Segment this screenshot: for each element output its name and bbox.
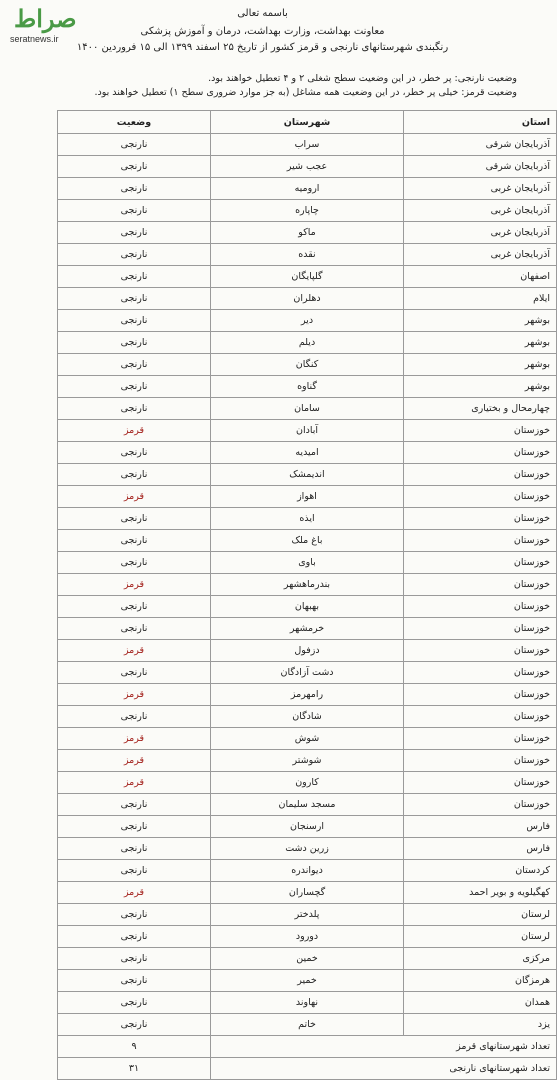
cell-county: باغ ملک	[211, 530, 404, 552]
cell-province: خوزستان	[404, 552, 557, 574]
table-row	[58, 904, 557, 926]
cell-status: نارنجی	[58, 904, 211, 926]
cell-county: گچساران	[211, 882, 404, 904]
doc-title: باسمه تعالی	[237, 8, 288, 19]
table-row	[58, 794, 557, 816]
table-row	[58, 310, 557, 332]
cell-province: بوشهر	[404, 310, 557, 332]
cell-county: کنگان	[211, 354, 404, 376]
table-row	[58, 860, 557, 882]
note-orange: وضعیت نارنجی: پر خطر، در این وضعیت سطح شغلی ۲ و ۴ تعطیل خواهند بود.	[208, 73, 517, 84]
cell-province: مرکزی	[404, 948, 557, 970]
footer-label: تعداد شهرستانهای قرمز	[211, 1036, 557, 1058]
cell-province: اصفهان	[404, 266, 557, 288]
cell-status: نارنجی	[58, 178, 211, 200]
table-row	[58, 618, 557, 640]
table-row	[58, 662, 557, 684]
table-row	[58, 970, 557, 992]
cell-county: کارون	[211, 772, 404, 794]
table-body	[58, 134, 557, 1036]
cell-status: قرمز	[58, 420, 211, 442]
cell-county: بهبهان	[211, 596, 404, 618]
cell-county: اهواز	[211, 486, 404, 508]
table-row	[58, 926, 557, 948]
table-row	[58, 178, 557, 200]
cell-county: شوشتر	[211, 750, 404, 772]
table-row	[58, 882, 557, 904]
logo-site: seratnews.ir	[10, 34, 59, 44]
logo-brand: صراط	[14, 4, 77, 33]
cell-status: قرمز	[58, 728, 211, 750]
cell-status: قرمز	[58, 684, 211, 706]
cell-province: فارس	[404, 816, 557, 838]
cell-province: خوزستان	[404, 486, 557, 508]
cell-status: نارنجی	[58, 552, 211, 574]
cell-province: خوزستان	[404, 508, 557, 530]
cell-status: نارنجی	[58, 992, 211, 1014]
table-row	[58, 728, 557, 750]
cell-status: نارنجی	[58, 794, 211, 816]
cell-county: نقده	[211, 244, 404, 266]
cell-county: رامهرمز	[211, 684, 404, 706]
cell-province: بوشهر	[404, 332, 557, 354]
cell-county: نهاوند	[211, 992, 404, 1014]
cell-status: قرمز	[58, 882, 211, 904]
table-row	[58, 376, 557, 398]
cell-province: خوزستان	[404, 662, 557, 684]
header-status: وضعیت	[58, 111, 211, 134]
cell-county: دورود	[211, 926, 404, 948]
table-row	[58, 508, 557, 530]
table-row	[58, 684, 557, 706]
table-row	[58, 442, 557, 464]
cell-status: نارنجی	[58, 530, 211, 552]
table-row	[58, 552, 557, 574]
notes	[40, 72, 517, 100]
cell-province: کهگیلویه و بویر احمد	[404, 882, 557, 904]
cell-province: آذربایجان شرقی	[404, 134, 557, 156]
footer-value: ۳۱	[58, 1058, 211, 1080]
cell-province: خوزستان	[404, 530, 557, 552]
cell-county: پلدختر	[211, 904, 404, 926]
cell-province: آذربایجان غربی	[404, 244, 557, 266]
cell-status: نارنجی	[58, 244, 211, 266]
cell-county: سراب	[211, 134, 404, 156]
footer-row	[58, 1058, 557, 1080]
cell-status: نارنجی	[58, 134, 211, 156]
cell-province: خوزستان	[404, 772, 557, 794]
cell-status: نارنجی	[58, 926, 211, 948]
cell-status: نارنجی	[58, 222, 211, 244]
cell-county: بندرماهشهر	[211, 574, 404, 596]
table-row	[58, 288, 557, 310]
cell-county: سامان	[211, 398, 404, 420]
cell-county: زرین دشت	[211, 838, 404, 860]
cell-status: قرمز	[58, 486, 211, 508]
cell-province: خوزستان	[404, 420, 557, 442]
cell-province: خوزستان	[404, 750, 557, 772]
cell-county: آبادان	[211, 420, 404, 442]
cell-province: آذربایجان غربی	[404, 178, 557, 200]
table-row	[58, 486, 557, 508]
cell-province: لرستان	[404, 904, 557, 926]
table-row	[58, 772, 557, 794]
cell-province: آذربایجان غربی	[404, 200, 557, 222]
cell-province: بوشهر	[404, 354, 557, 376]
cell-county: خمیر	[211, 970, 404, 992]
cell-status: نارنجی	[58, 1014, 211, 1036]
cell-province: ایلام	[404, 288, 557, 310]
cell-county: ماکو	[211, 222, 404, 244]
cell-status: نارنجی	[58, 948, 211, 970]
cell-province: خوزستان	[404, 574, 557, 596]
cell-status: نارنجی	[58, 706, 211, 728]
cell-province: چهارمحال و بختیاری	[404, 398, 557, 420]
table-footer	[58, 1036, 557, 1080]
cell-province: کردستان	[404, 860, 557, 882]
table-row	[58, 244, 557, 266]
cell-province: هرمزگان	[404, 970, 557, 992]
table-row	[58, 134, 557, 156]
table-row	[58, 750, 557, 772]
cell-status: نارنجی	[58, 376, 211, 398]
cell-province: خوزستان	[404, 442, 557, 464]
cell-status: قرمز	[58, 574, 211, 596]
cell-province: آذربایجان غربی	[404, 222, 557, 244]
cell-county: ارومیه	[211, 178, 404, 200]
table-row	[58, 420, 557, 442]
cell-province: خوزستان	[404, 464, 557, 486]
cell-status: نارنجی	[58, 508, 211, 530]
cell-county: چاپاره	[211, 200, 404, 222]
cell-province: آذربایجان شرقی	[404, 156, 557, 178]
table-row	[58, 706, 557, 728]
table-row	[58, 640, 557, 662]
doc-subtitle: معاونت بهداشت، وزارت بهداشت، درمان و آموزش پزشکی	[140, 26, 385, 37]
cell-status: نارنجی	[58, 310, 211, 332]
header-province: استان	[404, 111, 557, 134]
table-header-row	[58, 111, 557, 134]
cell-county: امیدیه	[211, 442, 404, 464]
cell-province: خوزستان	[404, 706, 557, 728]
table-row	[58, 530, 557, 552]
cell-county: شوش	[211, 728, 404, 750]
cell-status: نارنجی	[58, 266, 211, 288]
note-red: وضعیت قرمز: خیلی پر خطر، در این وضعیت همه مشاغل (به جز موارد ضروری سطح ۱) تعطیل خواهند بود.	[94, 87, 517, 98]
cell-province: خوزستان	[404, 596, 557, 618]
table-row	[58, 596, 557, 618]
cell-county: ارسنجان	[211, 816, 404, 838]
cell-province: خوزستان	[404, 794, 557, 816]
cell-province: فارس	[404, 838, 557, 860]
table-row	[58, 464, 557, 486]
cell-county: خمین	[211, 948, 404, 970]
cell-province: خوزستان	[404, 618, 557, 640]
header-county: شهرستان	[211, 111, 404, 134]
cell-county: دهلران	[211, 288, 404, 310]
cell-status: قرمز	[58, 640, 211, 662]
cell-county: مسجد سلیمان	[211, 794, 404, 816]
table-row	[58, 156, 557, 178]
cell-status: نارنجی	[58, 354, 211, 376]
cell-status: نارنجی	[58, 156, 211, 178]
table-row	[58, 222, 557, 244]
cell-status: نارنجی	[58, 618, 211, 640]
cell-province: خوزستان	[404, 728, 557, 750]
cell-county: شادگان	[211, 706, 404, 728]
cell-status: نارنجی	[58, 970, 211, 992]
doc-description: رنگبندی شهرستانهای نارنجی و قرمز کشور از تاریخ ۲۵ اسفند ۱۳۹۹ الی ۱۵ فروردین ۱۴۰۰	[76, 42, 449, 53]
cell-status: نارنجی	[58, 288, 211, 310]
cell-province: لرستان	[404, 926, 557, 948]
cell-province: یزد	[404, 1014, 557, 1036]
cell-status: نارنجی	[58, 860, 211, 882]
table-row	[58, 354, 557, 376]
cell-status: نارنجی	[58, 816, 211, 838]
cell-county: دیواندره	[211, 860, 404, 882]
cell-county: اندیمشک	[211, 464, 404, 486]
cell-county: دیر	[211, 310, 404, 332]
table-row	[58, 948, 557, 970]
cell-status: قرمز	[58, 772, 211, 794]
table-row	[58, 816, 557, 838]
cell-status: نارنجی	[58, 838, 211, 860]
footer-row	[58, 1036, 557, 1058]
cell-county: ایذه	[211, 508, 404, 530]
cell-county: دیلم	[211, 332, 404, 354]
cell-status: نارنجی	[58, 442, 211, 464]
cell-status: نارنجی	[58, 662, 211, 684]
footer-label: تعداد شهرستانهای نارنجی	[211, 1058, 557, 1080]
cell-province: خوزستان	[404, 684, 557, 706]
table-row	[58, 266, 557, 288]
table-row	[58, 1014, 557, 1036]
table-row	[58, 200, 557, 222]
footer-value: ۹	[58, 1036, 211, 1058]
cell-county: خاتم	[211, 1014, 404, 1036]
cell-province: خوزستان	[404, 640, 557, 662]
table-row	[58, 332, 557, 354]
table-row	[58, 398, 557, 420]
cell-county: خرمشهر	[211, 618, 404, 640]
cell-status: نارنجی	[58, 398, 211, 420]
cell-county: دشت آزادگان	[211, 662, 404, 684]
cell-status: نارنجی	[58, 464, 211, 486]
cell-county: دزفول	[211, 640, 404, 662]
cell-status: نارنجی	[58, 200, 211, 222]
table-row	[58, 574, 557, 596]
cell-status: قرمز	[58, 750, 211, 772]
cell-county: گلپایگان	[211, 266, 404, 288]
cell-county: گناوه	[211, 376, 404, 398]
cell-status: نارنجی	[58, 596, 211, 618]
cell-province: بوشهر	[404, 376, 557, 398]
cell-province: همدان	[404, 992, 557, 1014]
cell-county: عجب شیر	[211, 156, 404, 178]
status-table	[57, 110, 557, 1080]
cell-county: باوی	[211, 552, 404, 574]
table-row	[58, 992, 557, 1014]
table-row	[58, 838, 557, 860]
cell-status: نارنجی	[58, 332, 211, 354]
